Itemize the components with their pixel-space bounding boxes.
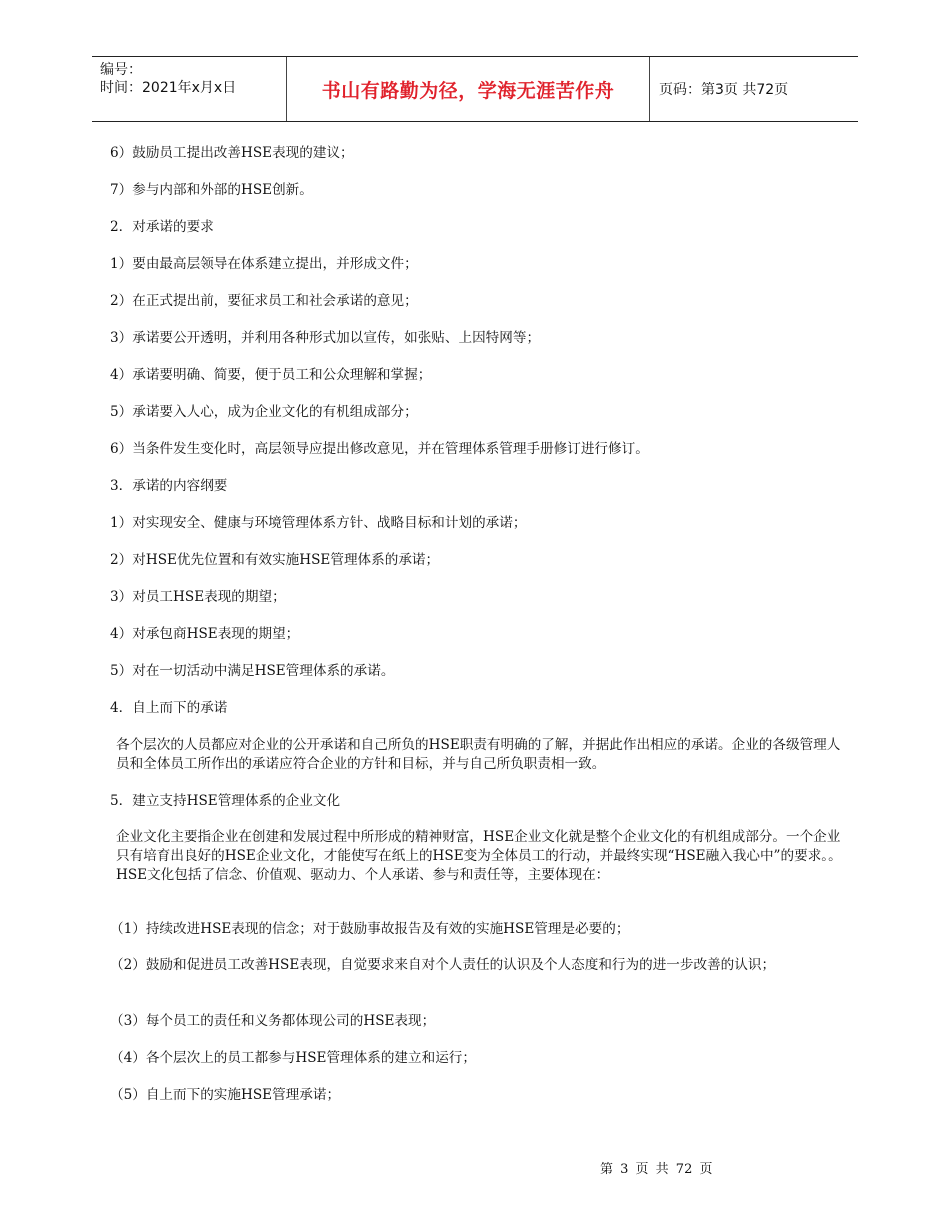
paragraph: 各个层次的人员都应对企业的公开承诺和自己所负的HSE职责有明确的了解，并据此作出相应的承诺。企业的各级管理人员和全体员工所作出的承诺应符合企业的方针和目标，并与自己所负职责相一致。 — [116, 737, 841, 772]
paragraph: 5）对在一切活动中满足HSE管理体系的承诺。 — [110, 663, 395, 679]
paragraph: 2）在正式提出前，要征求员工和社会承诺的意见； — [110, 293, 418, 309]
paragraph: （1）持续改进HSE表现的信念；对于鼓励事故报告及有效的实施HSE管理是必要的； — [110, 921, 630, 937]
paragraph: 3）对员工HSE表现的期望； — [110, 589, 286, 605]
paragraph: （5）自上而下的实施HSE管理承诺； — [110, 1087, 341, 1103]
paragraph: 5）承诺要入人心，成为企业文化的有机组成部分； — [110, 404, 418, 420]
section-heading: 2．对承诺的要求 — [110, 219, 214, 235]
document-number-label: 编号： — [100, 62, 142, 78]
paragraph: 1）要由最高层领导在体系建立提出，并形成文件； — [110, 256, 418, 272]
paragraph: 6）当条件发生变化时，高层领导应提出修改意见，并在管理体系管理手册修订进行修订。 — [110, 441, 649, 457]
page-header — [92, 56, 858, 122]
header-page-number: 页码：第3页 共72页 — [659, 82, 789, 98]
header-motto: 书山有路勤为径，学海无涯苦作舟 — [286, 57, 650, 121]
paragraph: 7）参与内部和外部的HSE创新。 — [110, 182, 313, 198]
paragraph: 3）承诺要公开透明，并利用各种形式加以宣传，如张贴、上因特网等； — [110, 330, 541, 346]
section-heading: 3．承诺的内容纲要 — [110, 478, 228, 494]
paragraph: 4）对承包商HSE表现的期望； — [110, 626, 300, 642]
section-heading: 4．自上而下的承诺 — [110, 700, 228, 716]
paragraph: 4）承诺要明确、简要，便于员工和公众理解和掌握； — [110, 367, 432, 383]
section-heading: 5．建立支持HSE管理体系的企业文化 — [110, 793, 341, 809]
paragraph: 2）对HSE优先位置和有效实施HSE管理体系的承诺； — [110, 552, 440, 568]
paragraph: （4）各个层次上的员工都参与HSE管理体系的建立和运行； — [110, 1050, 476, 1066]
document-time-label: 时间：2021年x月x日 — [100, 80, 237, 96]
paragraph: 企业文化主要指企业在创建和发展过程中所形成的精神财富，HSE企业文化就是整个企业文化的有机组成部分。一个企业只有培育出良好的HSE企业文化，才能使写在纸上的HSE变为全体员工的行动，并最终实现“HSE融入我心中”的要求。。HSE文化包括了信念、价值观、驱动力、个人承诺、参与和责任等，主要体现在： — [116, 829, 842, 883]
paragraph: 1）对实现安全、健康与环境管理体系方针、战略目标和计划的承诺； — [110, 515, 527, 531]
paragraph: 6）鼓励员工提出改善HSE表现的建议； — [110, 145, 354, 161]
header-meta — [92, 57, 286, 121]
paragraph: （2）鼓励和促进员工改善HSE表现，自觉要求来自对个人责任的认识及个人态度和行为的进一步改善的认识； — [110, 957, 776, 973]
page-footer: 第 3 页 共 72 页 — [600, 1162, 713, 1177]
paragraph: （3）每个员工的责任和义务都体现公司的HSE表现； — [110, 1013, 436, 1029]
